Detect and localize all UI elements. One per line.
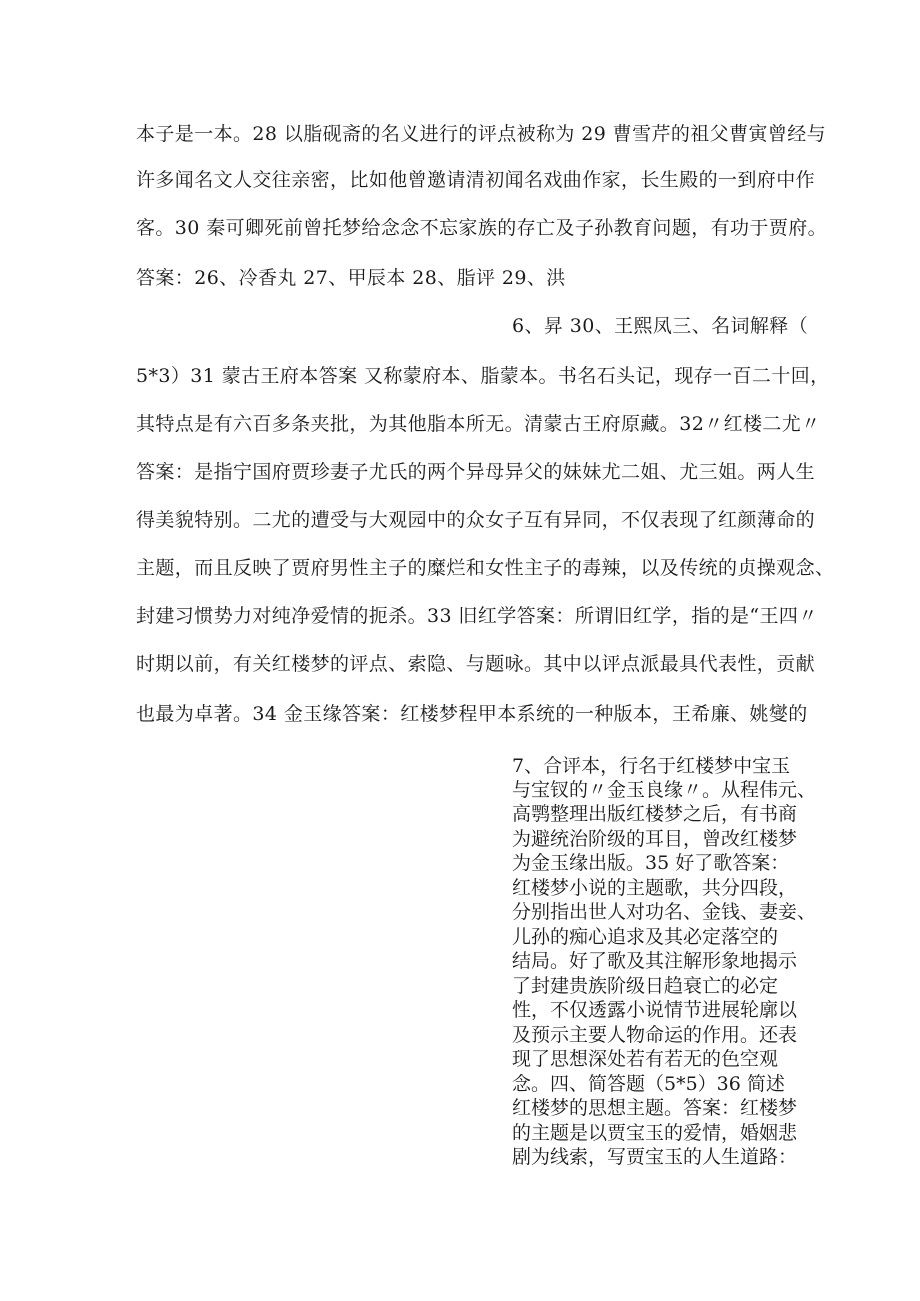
body-text-line: 主题，而且反映了贾府男性主子的糜烂和女性主子的毒辣，以及传统的贞操观念、: [136, 557, 835, 579]
column-text-line: 了封建贵族阶级日趋衰亡的必定: [512, 975, 779, 997]
body-text-line: 时期以前，有关红楼梦的评点、索隐、与题咏。其中以评点派最具代表性，贡献: [136, 653, 816, 675]
column-text-line: 性，不仅透露小说情节进展轮廓以: [512, 999, 798, 1021]
body-text-line: 封建习惯势力对纯净爱情的扼杀。33 旧红学答案：所谓旧红学，指的是“王四〃: [136, 605, 818, 627]
column-text-line: 结局。好了歌及其注解形象地揭示: [512, 950, 798, 972]
body-text-line: 许多闻名文人交往亲密，比如他曾邀请清初闻名戏曲作家，长生殿的一到府中作: [136, 169, 816, 191]
body-text-line: 答案：26、冷香丸 27、甲辰本 28、脂评 29、洪: [136, 267, 566, 289]
body-text-line: 答案：是指宁国府贾珍妻子尤氏的两个异母异父的妹妹尤二姐、尤三姐。两人生: [136, 461, 816, 483]
column-text-line: 红楼梦小说的主题歌，共分四段，: [512, 877, 798, 899]
column-text-line: 红楼梦的思想主题。答案：红楼梦: [512, 1097, 798, 1119]
column-text-line: 高鹗整理出版红楼梦之后，有书商: [512, 803, 798, 825]
column-text-line: 分别指出世人对功名、金钱、妻妾、: [512, 901, 817, 923]
column-text-line: 及预示主要人物命运的作用。还表: [512, 1024, 798, 1046]
column-text-line: 剧为线索，写贾宝玉的人生道路：: [512, 1146, 798, 1168]
column-text-line: 现了思想深处若有若无的色空观: [512, 1048, 779, 1070]
column-text-line: 念。四、简答题（5*5）36 简述: [512, 1073, 785, 1095]
column-text-line: 儿孙的痴心追求及其必定落空的: [512, 926, 779, 948]
column-text-line: 为避统治阶级的耳目，曾改红楼梦: [512, 828, 798, 850]
column-text-line: 7、合评本，行名于红楼梦中宝玉: [512, 755, 791, 777]
body-text-line: 6、昇 30、王熙凤三、名词解释（: [512, 315, 809, 337]
body-text-line: 也最为卓著。34 金玉缘答案：红楼梦程甲本系统的一种版本，王希廉、姚燮的: [136, 703, 808, 725]
column-text-line: 与宝钗的〃金玉良缘〃。从程伟元、: [512, 779, 817, 801]
body-text-line: 客。30 秦可卿死前曾托梦给念念不忘家族的存亡及子孙教育问题，有功于贾府。: [136, 217, 828, 239]
body-text-line: 其特点是有六百多条夹批，为其他脂本所无。清蒙古王府原藏。32〃红楼二尤〃: [136, 413, 821, 435]
body-text-line: 本子是一本。28 以脂砚斋的名义进行的评点被称为 29 曹雪芹的祖父曹寅曾经与: [136, 123, 827, 145]
column-text-line: 为金玉缘出版。35 好了歌答案：: [512, 852, 790, 874]
column-text-line: 的主题是以贾宝玉的爱情，婚姻悲: [512, 1122, 798, 1144]
body-text-line: 得美貌特别。二尤的遭受与大观园中的众女子互有异同，不仅表现了红颜薄命的: [136, 509, 816, 531]
body-text-line: 5*3）31 蒙古王府本答案 又称蒙府本、脂蒙本。书名石头记，现存一百二十回，: [136, 365, 830, 387]
